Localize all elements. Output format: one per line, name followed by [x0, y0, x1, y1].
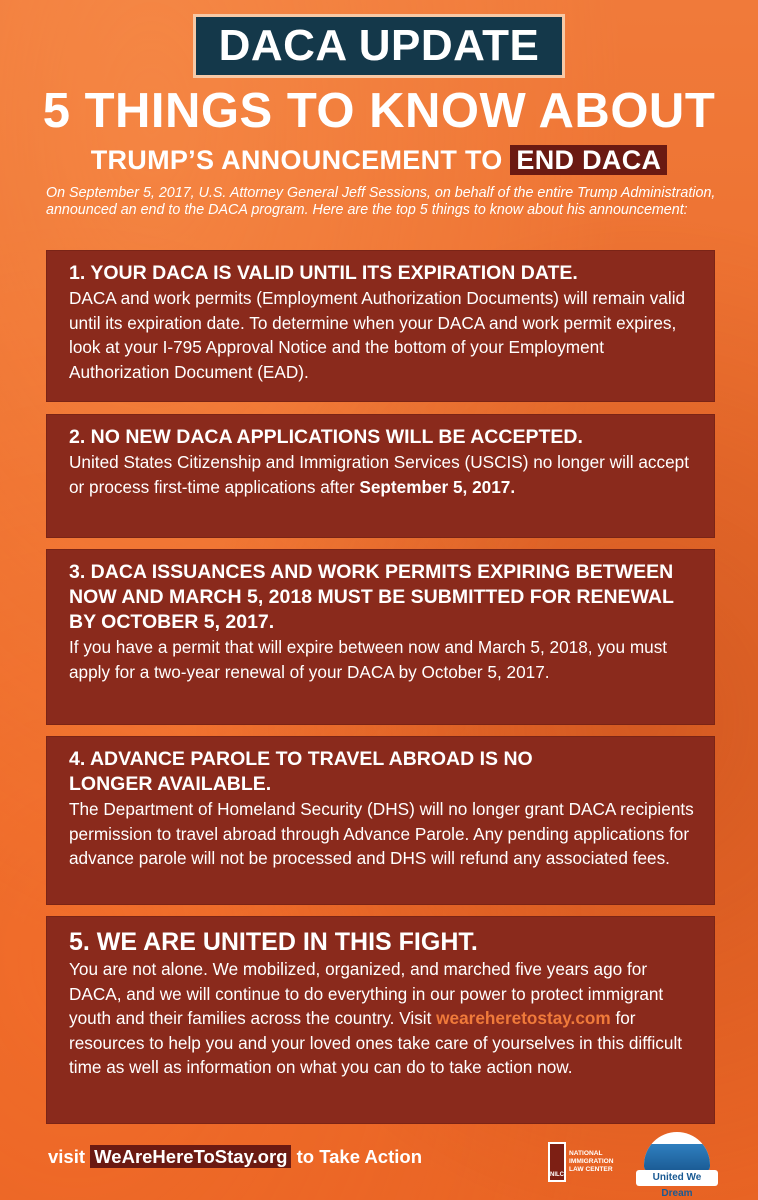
nilc-emblem-icon — [548, 1142, 566, 1182]
united-we-dream-logo — [636, 1132, 718, 1199]
item-body: DACA and work permits (Employment Authorization Documents) will remain valid until its expiration date. To determine when your DACA and work permit expires, look at your I-795 Approval Notice and the bottom of your Employment Authorization Document (EAD). — [69, 288, 686, 382]
item-card-1 — [46, 250, 715, 402]
nilc-mark: NILC — [550, 1172, 564, 1178]
intro-paragraph: On September 5, 2017, U.S. Attorney General Jeff Sessions, on behalf of the entire Trump Administration, announced an end to the DACA program. Here are the top 5 things to know about his announcement: — [46, 185, 716, 218]
footer-call-to-action — [48, 1146, 422, 1168]
footer-pre: visit — [48, 1146, 91, 1167]
item-card-2 — [46, 414, 715, 538]
header-banner — [193, 14, 565, 78]
united-we-dream-logo-text: United We Dream — [636, 1170, 718, 1186]
headline: 5 THINGS TO KNOW ABOUT — [42, 84, 716, 138]
banner-title: DACA UPDATE — [218, 21, 540, 70]
item-body-text: for resources to help you and your loved ones take care of yourselves in this difficult time as well as information on what you can do to take action now. — [69, 1008, 683, 1077]
footer-post: to Take Action — [291, 1146, 422, 1167]
item-title: 5. WE ARE UNITED IN THIS FIGHT. — [69, 928, 478, 956]
item-title: 1. YOUR DACA IS VALID UNTIL ITS EXPIRATION DATE. — [69, 262, 578, 284]
footer-url-link[interactable]: WeAreHereToStay.org — [90, 1145, 291, 1168]
item-title: 3. DACA ISSUANCES AND WORK PERMITS EXPIRING BETWEEN NOW AND MARCH 5, 2018 MUST BE SUBMITTED FOR RENEWAL BY OCTOBER 5, 2017. — [69, 561, 674, 633]
item-title: 4. ADVANCE PAROLE TO TRAVEL ABROAD IS NO LONGER AVAILABLE. — [69, 748, 533, 795]
item-card-5 — [46, 916, 715, 1124]
resource-link[interactable]: weareheretostay.com — [436, 1008, 611, 1028]
nilc-logo — [548, 1138, 624, 1186]
subheadline-highlight: END DACA — [510, 145, 667, 175]
nilc-logo-text: NATIONAL IMMIGRATION LAW CENTER — [569, 1150, 614, 1173]
subheadline-text: TRUMP’S ANNOUNCEMENT TO — [90, 145, 511, 175]
united-we-dream-emblem-icon — [644, 1132, 710, 1172]
item-body-text: You are not alone. We mobilized, organized, and marched five years ago for DACA, and we will continue to do everything in our power to protect immigrant youth and their families across the country. Visit — [69, 959, 664, 1028]
item-title: 2. NO NEW DACA APPLICATIONS WILL BE ACCEPTED. — [69, 426, 583, 448]
subheadline — [0, 145, 758, 176]
item-card-4 — [46, 736, 715, 905]
item-body: If you have a permit that will expire between now and March 5, 2018, you must apply for a two-year renewal of your DACA by October 5, 2017. — [69, 637, 668, 682]
item-body: The Department of Homeland Security (DHS) will no longer grant DACA recipients permission to travel abroad through Advance Parole. Any pending applications for advance parole will not be processed and DHS will refund any associated fees. — [69, 799, 694, 868]
item-body-text: United States Citizenship and Immigration Services (USCIS) no longer will accept or process first-time applications after — [69, 452, 689, 497]
item-body-date: September 5, 2017. — [359, 476, 516, 497]
item-body — [69, 450, 696, 499]
item-body — [69, 957, 696, 1080]
item-card-3 — [46, 549, 715, 725]
